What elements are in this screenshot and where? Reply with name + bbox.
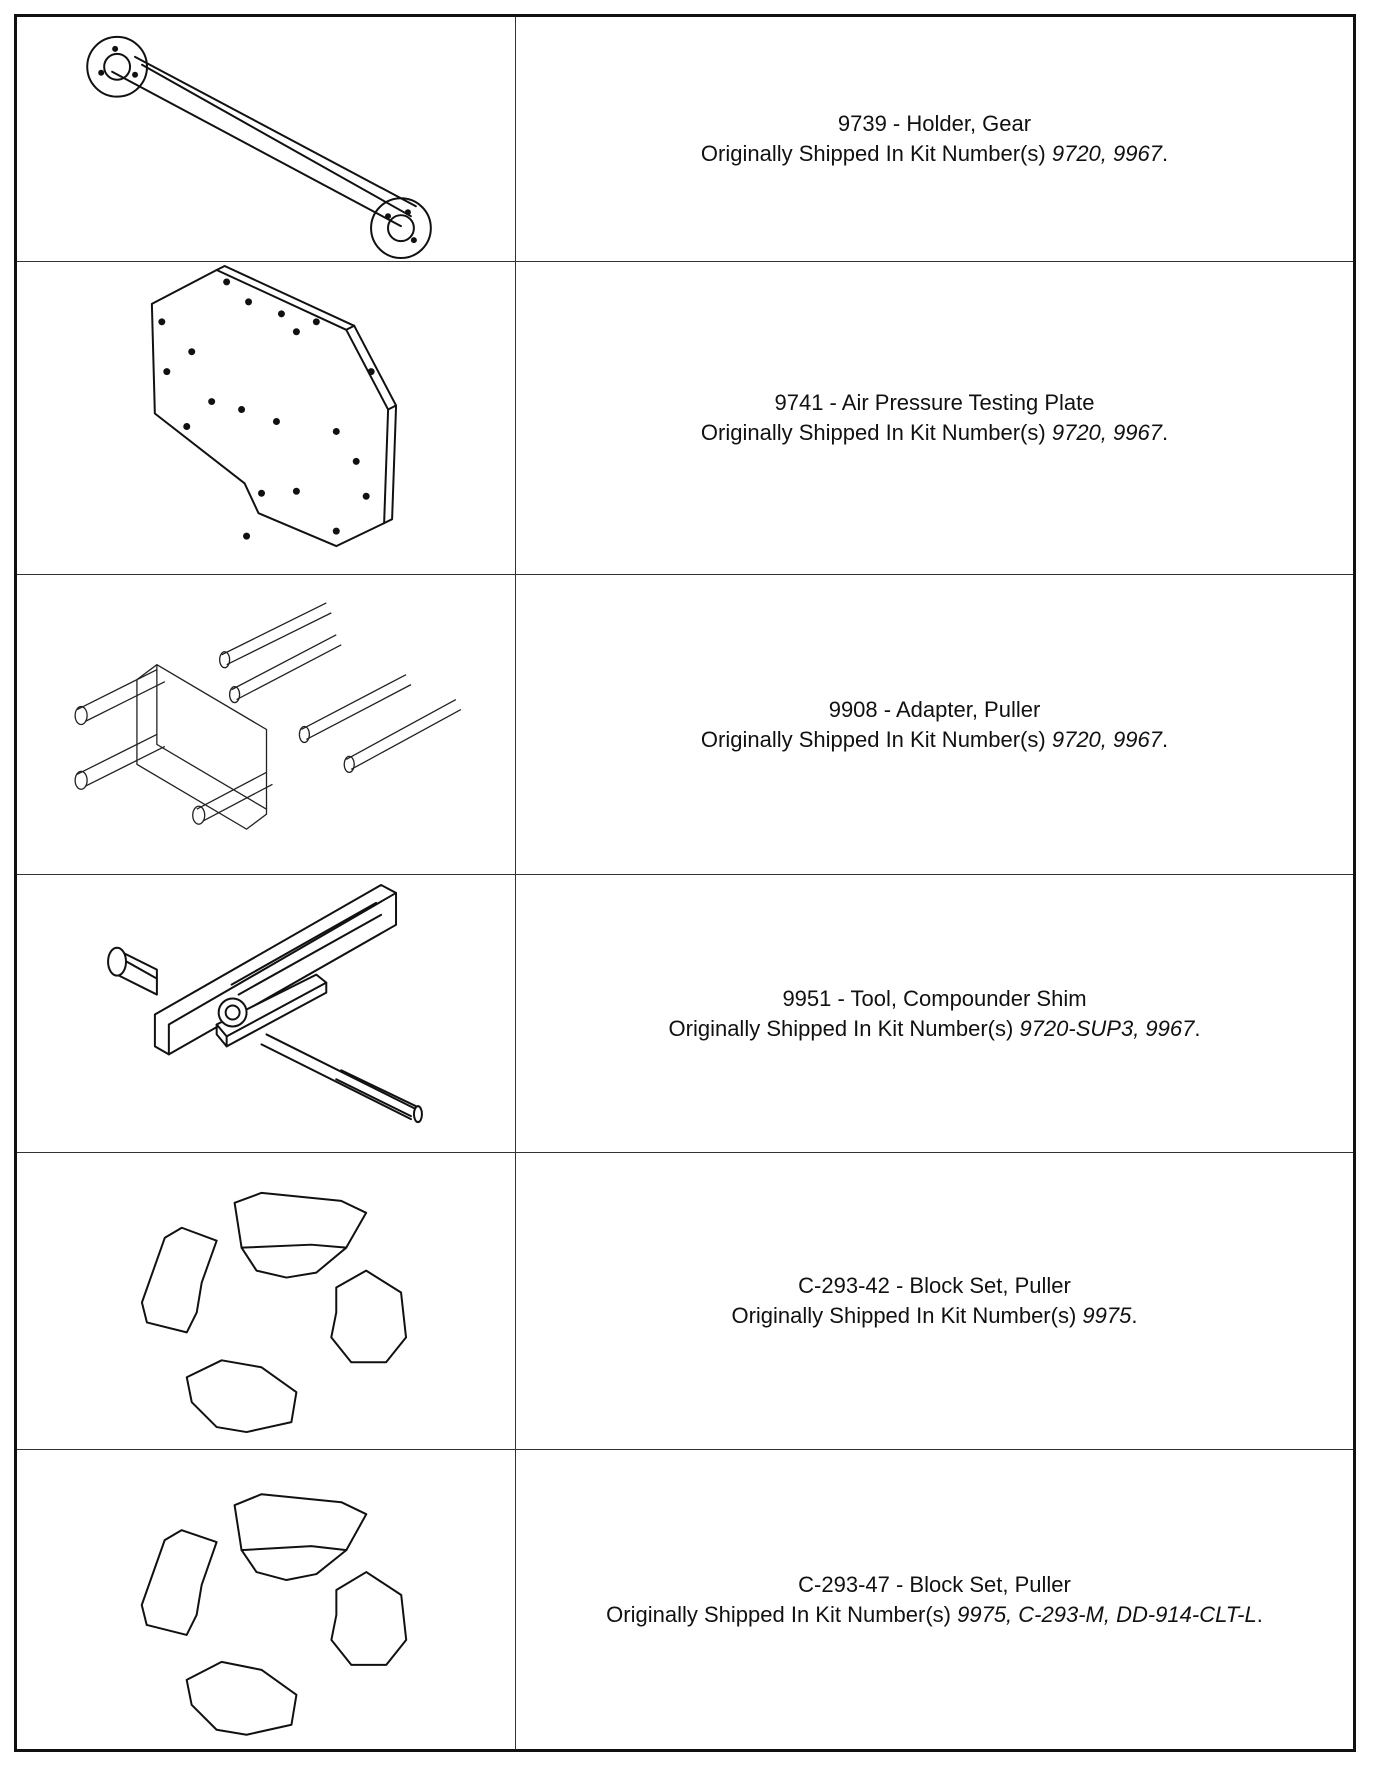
table-row — [17, 17, 1353, 262]
table-row — [17, 875, 1353, 1153]
tool-shipped-line: Originally Shipped In Kit Number(s) 9720, 9967. — [700, 420, 1169, 445]
tool-shipped-line: Originally Shipped In Kit Number(s) 9720, 9967. — [700, 141, 1169, 166]
tool-image-cell — [17, 1450, 516, 1749]
tool-image-cell — [17, 875, 516, 1152]
tool-image-cell — [17, 262, 516, 574]
tool-description — [516, 1450, 1353, 1749]
gear-holder-wrench-icon — [17, 17, 515, 261]
kit-numbers: 9720-SUP3, 9967 — [1019, 1015, 1195, 1041]
tool-shipped-line: Originally Shipped In Kit Number(s) 9720, 9967. — [700, 726, 1169, 752]
kit-numbers: 9720, 9967 — [1051, 141, 1162, 166]
tool-title: 9741 - Air Pressure Testing Plate — [774, 390, 1095, 415]
tool-table — [14, 14, 1356, 1752]
tool-description — [516, 1153, 1353, 1449]
tool-shipped-line: Originally Shipped In Kit Number(s) 9720-SUP3, 9967. — [668, 1015, 1201, 1041]
table-row — [17, 575, 1353, 875]
kit-numbers: 9975 — [1082, 1303, 1132, 1328]
tool-title: 9739 - Holder, Gear — [837, 111, 1032, 136]
tool-description — [516, 262, 1353, 574]
tool-shipped-line: Originally Shipped In Kit Number(s) 9975. — [731, 1303, 1138, 1328]
kit-numbers: 9975, C-293-M, DD-914-CLT-L — [957, 1601, 1257, 1627]
table-row — [17, 1450, 1353, 1749]
tool-image-cell — [17, 1153, 516, 1449]
tool-title: 9951 - Tool, Compounder Shim — [782, 985, 1087, 1011]
puller-block-set-icon — [17, 1153, 515, 1449]
kit-numbers: 9720, 9967 — [1051, 726, 1162, 752]
tool-title: C-293-42 - Block Set, Puller — [798, 1273, 1071, 1298]
table-row — [17, 262, 1353, 575]
puller-block-set-icon — [17, 1450, 515, 1749]
tool-image-cell — [17, 17, 516, 261]
table-row — [17, 1153, 1353, 1450]
tool-description — [516, 17, 1353, 261]
tool-title: C-293-47 - Block Set, Puller — [798, 1571, 1071, 1597]
testing-plate-icon — [17, 262, 515, 574]
tool-description — [516, 875, 1353, 1152]
compounder-shim-tool-icon — [17, 875, 515, 1152]
tool-description — [516, 575, 1353, 874]
tool-title: 9908 - Adapter, Puller — [828, 696, 1041, 722]
puller-adapter-icon — [17, 575, 515, 874]
tool-image-cell — [17, 575, 516, 874]
tool-shipped-line: Originally Shipped In Kit Number(s) 9975, C-293-M, DD-914-CLT-L. — [606, 1601, 1263, 1627]
kit-numbers: 9720, 9967 — [1051, 420, 1162, 445]
